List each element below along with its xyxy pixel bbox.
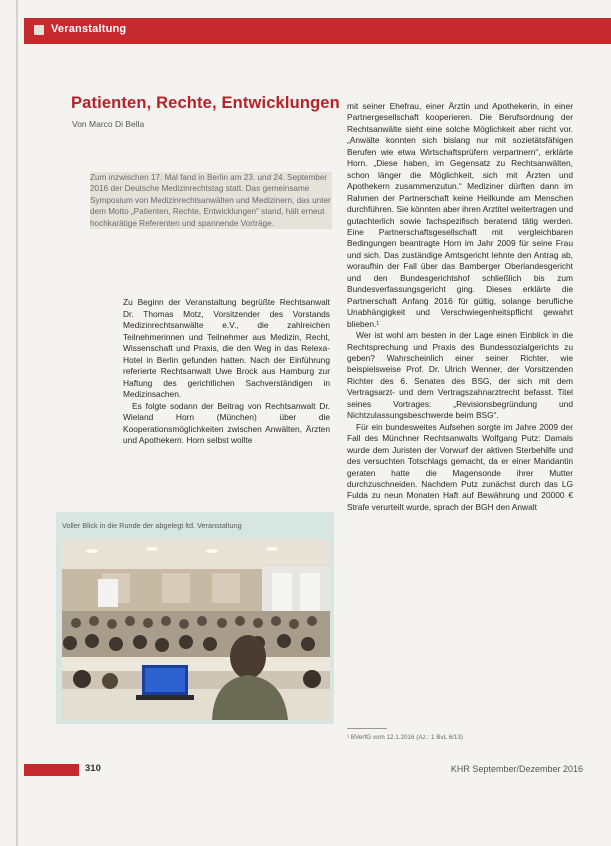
footer-accent-bar <box>24 764 79 776</box>
conference-photo-graphic <box>62 539 330 720</box>
body-column-right <box>347 101 573 513</box>
body-paragraph: mit seiner Ehefrau, einer Ärztin und Apothekerin, in einer Partnergesellschaft kooperieren. Die Berufsordnung der Rechtsanwälte sieht eine solche Möglichkeit aber nicht vor. „Anwälte konnten sich bislang nur mit sozietätsfähigen Berufen wie etwa Wirtschaftsprüfern verpartnern“, erklärte Horn. „Diese haben, im Gegensatz zu Rechtsanwälten, schon länger die Möglichkeit, sich mit Ärzten und Apothekern zusammenzutun.“ Mediziner dürften dann im Rahmen der Partnerschaft keine Heilkunde am Menschen durchführen. Sie könnten aber ihren Arztitel weitertragen und gutachterlich sowie fachspezifisch beratend tätig werden. Eine Partnerschaftsgesellschaft mit vergleichbaren Bedingungen beantragte Horn im Jahr 2009 für seine Frau und sich. Das zuständige Amtsgericht lehnte den Antrag ab, woraufhin der Fall über das Bamberger Oberlandesgericht und den Bundesgerichtshof schließlich bis zum Bundesverfassungsgericht ging. Dieses erklärte die Partnerschaft Anfang 2016 für gültig, solange berufliche Unabhängigkeit und Verschwiegenheitspflicht gewahrt blieben.¹ <box>347 101 573 329</box>
body-paragraph: Für ein bundesweites Aufsehen sorgte im Jahre 2009 der Fall des Münchner Rechtsanwalts Wolfgang Putz: Damals wurde dem Juristen der Vorwurf der aktiven Sterbehilfe und des versuchten Totschlags gemacht, da er einer Mandantin geraten hatte die Magensonde ihrer Mutter durchzuschneiden. Nachdem Putz zunächst durch das LG Fulda zu neun Monaten Haft auf Bewährung und 20000 € Strafe verurteilt wurde, sprach der BGH den Anwalt <box>347 421 573 512</box>
article-byline: Von Marco Di Bella <box>72 119 145 129</box>
section-square-icon <box>34 25 44 35</box>
article-title: Patienten, Rechte, Entwicklungen <box>71 94 340 112</box>
footnote-divider <box>347 728 387 729</box>
page-number: 310 <box>85 763 101 774</box>
body-paragraph: Wer ist wohl am besten in der Lage einen Einblick in die Rechtsprechung und Praxis des Bundessozialgerichts zu geben? Wahrscheinlich einer seiner Richter, wie beispielsweise Prof. Dr. Ulrich Wenner, der Vorsitzenden Richter des 6. Senates des BSG, der sich mit dem Vertragsarzt- und dem Vertragszahnarztrecht befasst. Titel seines Vortrages: „Revisionsbegründung und Nichtzulassungsbeschwerde beim BSG“. <box>347 330 573 421</box>
body-paragraph: Es folgte sodann der Beitrag von Rechtsanwalt Dr. Wieland Horn (München) über die Kooperationsmöglichkeiten zwischen Anwälten, Ärzten und Apothekern. Horn selbst wollte <box>123 400 330 445</box>
footnote: ¹ BVerfG vom 12.1.2016 (Az.: 1 BvL 6/13) <box>347 734 463 741</box>
conference-photo <box>62 539 330 720</box>
section-label: Veranstaltung <box>51 23 127 35</box>
intro-text: Zum inzwischen 17. Mal fand in Berlin am 23. und 24. September 2016 der Deutsche Medizinrechtstag statt. Das gemeinsame Symposium von Medizinrechtsanwälten und Medizinern, das unter dem Motto „Patienten, Rechte, Entwicklungen“ stand, hält erneut hochkarätige Referenten und spannende Vorträge. <box>90 173 331 228</box>
journal-info: KHR September/Dezember 2016 <box>450 764 583 774</box>
page-edge <box>16 0 18 846</box>
body-paragraph: Zu Beginn der Veranstaltung begrüßte Rechtsanwalt Dr. Thomas Motz, Vorsitzender des Vorstands Medizinrechtsanwälte e.V., die zahlreichen Teilnehmerinnen und Teilnehmer aus Medizin, Recht, Wissenschaft und Praxis, die den Weg in das Relexa-Hotel in Berlin gefunden hatten. Nach der Einführung referierte Rechtsanwalt Uwe Brock aus Hamburg zur Haftung des gerichtlichen Sachverständigen in Medizinsachen. <box>123 297 330 399</box>
photo-box <box>56 512 334 724</box>
photo-caption: Voller Blick in die Runde der abgelegt ltd. Veranstaltung <box>62 521 242 530</box>
section-header-bar <box>24 18 611 44</box>
article-intro <box>90 172 332 229</box>
body-column-left <box>123 297 330 447</box>
